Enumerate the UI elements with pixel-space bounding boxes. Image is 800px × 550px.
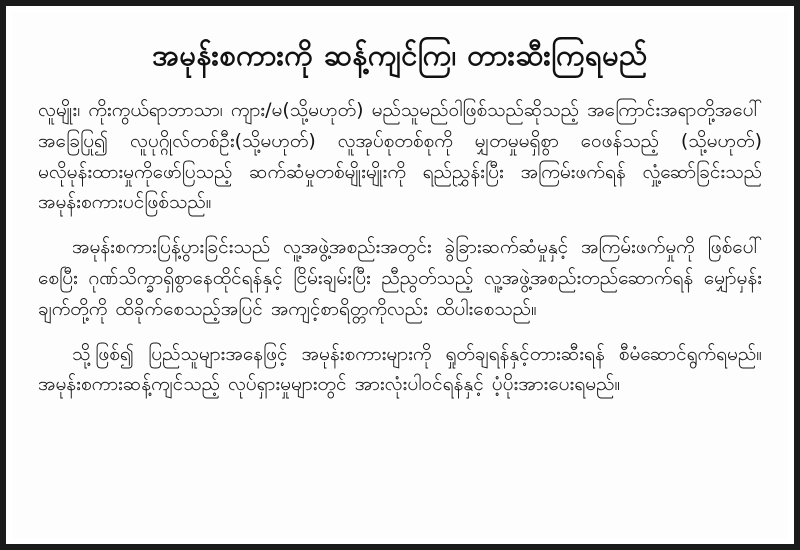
article-body xyxy=(38,95,762,400)
page-title: အမုန်းစကားကို ဆန့်ကျင်ကြ၊ တားဆီးကြရမည် xyxy=(152,38,648,72)
paragraph: သို့ဖြစ်၍ ပြည်သူများအနေဖြင့် အမုန်းစကားများကို ရှုတ်ချရန်နှင့်တားဆီးရန် စီမံဆောင်ရွက်ရမည်။ အမုန်းစကားဆန့်ကျင်သည့် လုပ်ရှားမှုများတွင် အားလုံးပါဝင်ရန်နှင့် ပံ့ပိုးအားပေးရမည်။ xyxy=(38,342,762,396)
paragraph: အမုန်းစကားပြန့်ပွားခြင်းသည် လူ့အဖွဲ့အစည်းအတွင်း ခွဲခြားဆက်ဆံမှုနှင့် အကြမ်းဖက်မှုကို ဖြစ်ပေါ်စေပြီး ဂုဏ်သိက္ခာရှိစွာနေထိုင်ရန်နှင့် ငြိမ်းချမ်းပြီး ညီညွတ်သည့် လူ့အဖွဲ့အစည်းတည်ဆောက်ရန် မျှော်မှန်းချက်တို့ကို ထိခိုက်စေသည့်အပြင် အကျင့်စာရိတ္တကိုလည်း ထိပါးစေသည်။ xyxy=(38,236,762,320)
document-content xyxy=(12,12,788,538)
paragraph: လူမျိုး၊ ကိုးကွယ်ရာဘာသာ၊ ကျား/မ(သို့မဟုတ်) မည်သူမည်ဝါဖြစ်သည်ဆိုသည့် အကြောင်းအရာတို့အပေါ် အခြေပြု၍ လူပုဂ္ဂိုလ်တစ်ဦး(သို့မဟုတ်) လူအုပ်စုတစ်စုကို မျှတမှုမရှိစွာ ဝေဖန်သည့် (သို့မဟုတ်) မလိုမုန်းထားမှုကိုဖော်ပြသည့် ဆက်ဆံမှုတစ်မျိုးမျိုးကို ရည်ညွှန်းပြီး အကြမ်းဖက်ရန် လှုံ့ဆော်ခြင်းသည် အမုန်းစကားပင်ဖြစ်သည်။ xyxy=(38,99,762,214)
